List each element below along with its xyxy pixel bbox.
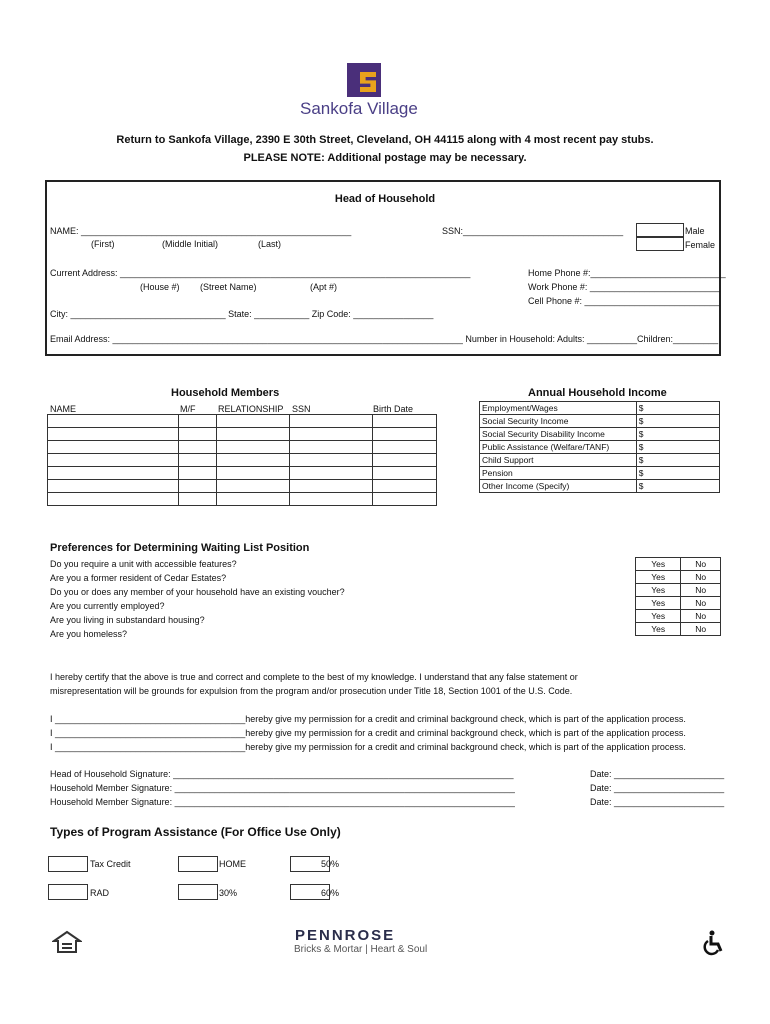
equal-housing-icon [52, 930, 82, 956]
question-employed: Are you currently employed? [50, 601, 165, 611]
no-option[interactable]: No [681, 623, 721, 636]
home-phone-field[interactable]: Home Phone #:___________________________ [528, 268, 726, 278]
table-row[interactable] [48, 441, 437, 454]
house-label: (House #) [140, 282, 180, 292]
postage-note: PLEASE NOTE: Additional postage may be necessary. [243, 152, 527, 164]
city-state-zip-field[interactable]: City: _______________________________ State: ___________ Zip Code: ________________ [50, 309, 434, 319]
no-option[interactable]: No [681, 610, 721, 623]
question-voucher: Do you or does any member of your household have an existing voucher? [50, 587, 345, 597]
tax-credit-checkbox[interactable] [48, 856, 88, 872]
certify-line-1: I hereby certify that the above is true and correct and complete to the best of my knowledge. I understand that any false statement or [50, 672, 578, 682]
work-phone-field[interactable]: Work Phone #: __________________________ [528, 282, 721, 292]
income-table [479, 401, 720, 493]
male-label: Male [685, 226, 705, 236]
income-title: Annual Household Income [528, 387, 667, 399]
table-row[interactable]: Public Assistance (Welfare/TANF) $ [480, 441, 720, 454]
yes-option[interactable]: Yes [636, 558, 681, 571]
yes-option[interactable]: Yes [636, 584, 681, 597]
cell-phone-field[interactable]: Cell Phone #: ___________________________ [528, 296, 720, 306]
address-field[interactable]: Current Address: ______________________________________________________________________ [50, 268, 471, 278]
table-row[interactable] [48, 454, 437, 467]
table-row[interactable] [48, 467, 437, 480]
table-row[interactable] [48, 480, 437, 493]
rad-label: RAD [90, 888, 110, 898]
pennrose-tagline: Bricks & Mortar | Heart & Soul [294, 944, 428, 955]
thirty-percent-label: 30% [219, 888, 238, 898]
logo-name: Sankofa Village [300, 99, 418, 118]
table-row[interactable]: Social Security Disability Income $ [480, 428, 720, 441]
pennrose-logo: PENNROSE [295, 927, 396, 944]
permission-line[interactable]: I ______________________________________hereby give my permission for a credit and criminal background check, which is part of the application process. [50, 728, 686, 738]
hoh-signature-field[interactable]: Head of Household Signature: ____________________________________________________________________ [50, 769, 514, 779]
col-relationship: RELATIONSHIP [218, 404, 284, 414]
name-last-label: (Last) [258, 239, 282, 249]
date-field[interactable]: Date: ______________________ [590, 783, 725, 793]
table-row[interactable]: Pension $ [480, 467, 720, 480]
no-option[interactable]: No [681, 597, 721, 610]
col-birth-date: Birth Date [373, 404, 414, 414]
home-label: HOME [219, 859, 246, 869]
female-label: Female [685, 240, 716, 250]
members-title: Household Members [171, 387, 280, 399]
rad-checkbox[interactable] [48, 884, 88, 900]
no-option[interactable]: No [681, 584, 721, 597]
sankofa-logo-icon [347, 63, 381, 97]
preferences-title: Preferences for Determining Waiting List Position [50, 542, 310, 554]
question-homeless: Are you homeless? [50, 629, 128, 639]
return-instructions: Return to Sankofa Village, 2390 E 30th Street, Cleveland, OH 44115 along with 4 most recent pay stubs. [116, 134, 654, 146]
name-middle-label: (Middle Initial) [162, 239, 219, 249]
yes-option[interactable]: Yes [636, 571, 681, 584]
name-first-label: (First) [91, 239, 115, 249]
hoh-title: Head of Household [334, 193, 436, 205]
member-signature-field[interactable]: Household Member Signature: ____________________________________________________________________ [50, 797, 515, 807]
table-row[interactable]: Child Support $ [480, 454, 720, 467]
thirty-percent-checkbox[interactable] [178, 884, 218, 900]
yes-option[interactable]: Yes [636, 610, 681, 623]
date-field[interactable]: Date: ______________________ [590, 797, 725, 807]
tax-credit-label: Tax Credit [90, 859, 131, 869]
table-row[interactable]: Other Income (Specify) $ [480, 480, 720, 493]
table-row[interactable] [48, 493, 437, 506]
yes-option[interactable]: Yes [636, 623, 681, 636]
table-row[interactable]: Employment/Wages $ [480, 402, 720, 415]
male-checkbox[interactable] [636, 223, 684, 237]
fifty-percent-label: 50% [321, 859, 340, 869]
no-option[interactable]: No [681, 558, 721, 571]
question-substandard: Are you living in substandard housing? [50, 615, 205, 625]
name-field[interactable]: NAME: ______________________________________________________ [50, 226, 352, 236]
email-household-field[interactable]: Email Address: ______________________________________________________________________ Number in Household: Adults: __________Children:_________ [50, 334, 719, 344]
date-field[interactable]: Date: ______________________ [590, 769, 725, 779]
female-checkbox[interactable] [636, 237, 684, 251]
col-ssn: SSN [292, 404, 311, 414]
permission-line[interactable]: I ______________________________________hereby give my permission for a credit and criminal background check, which is part of the application process. [50, 742, 686, 752]
question-former-resident: Are you a former resident of Cedar Estates? [50, 573, 227, 583]
sixty-percent-label: 60% [321, 888, 340, 898]
no-option[interactable]: No [681, 571, 721, 584]
certify-line-2: misrepresentation will be grounds for expulsion from the program and/or prosecution under Title 18, Section 1001 of the U.S. Code. [50, 686, 573, 696]
home-checkbox[interactable] [178, 856, 218, 872]
street-label: (Street Name) [200, 282, 257, 292]
col-name: NAME [50, 404, 77, 414]
preferences-answer-table [635, 557, 721, 636]
yes-option[interactable]: Yes [636, 597, 681, 610]
table-row[interactable] [48, 415, 437, 428]
permission-line[interactable]: I ______________________________________hereby give my permission for a credit and criminal background check, which is part of the application process. [50, 714, 686, 724]
program-title: Types of Program Assistance (For Office Use Only) [50, 825, 341, 839]
members-table [47, 414, 437, 506]
table-row[interactable]: Social Security Income $ [480, 415, 720, 428]
col-mf: M/F [180, 404, 196, 414]
apt-label: (Apt #) [310, 282, 338, 292]
ssn-field[interactable]: SSN:________________________________ [442, 226, 624, 236]
member-signature-field[interactable]: Household Member Signature: ____________________________________________________________________ [50, 783, 515, 793]
table-row[interactable] [48, 428, 437, 441]
question-accessible: Do you require a unit with accessible features? [50, 559, 237, 569]
wheelchair-accessible-icon [703, 930, 725, 956]
